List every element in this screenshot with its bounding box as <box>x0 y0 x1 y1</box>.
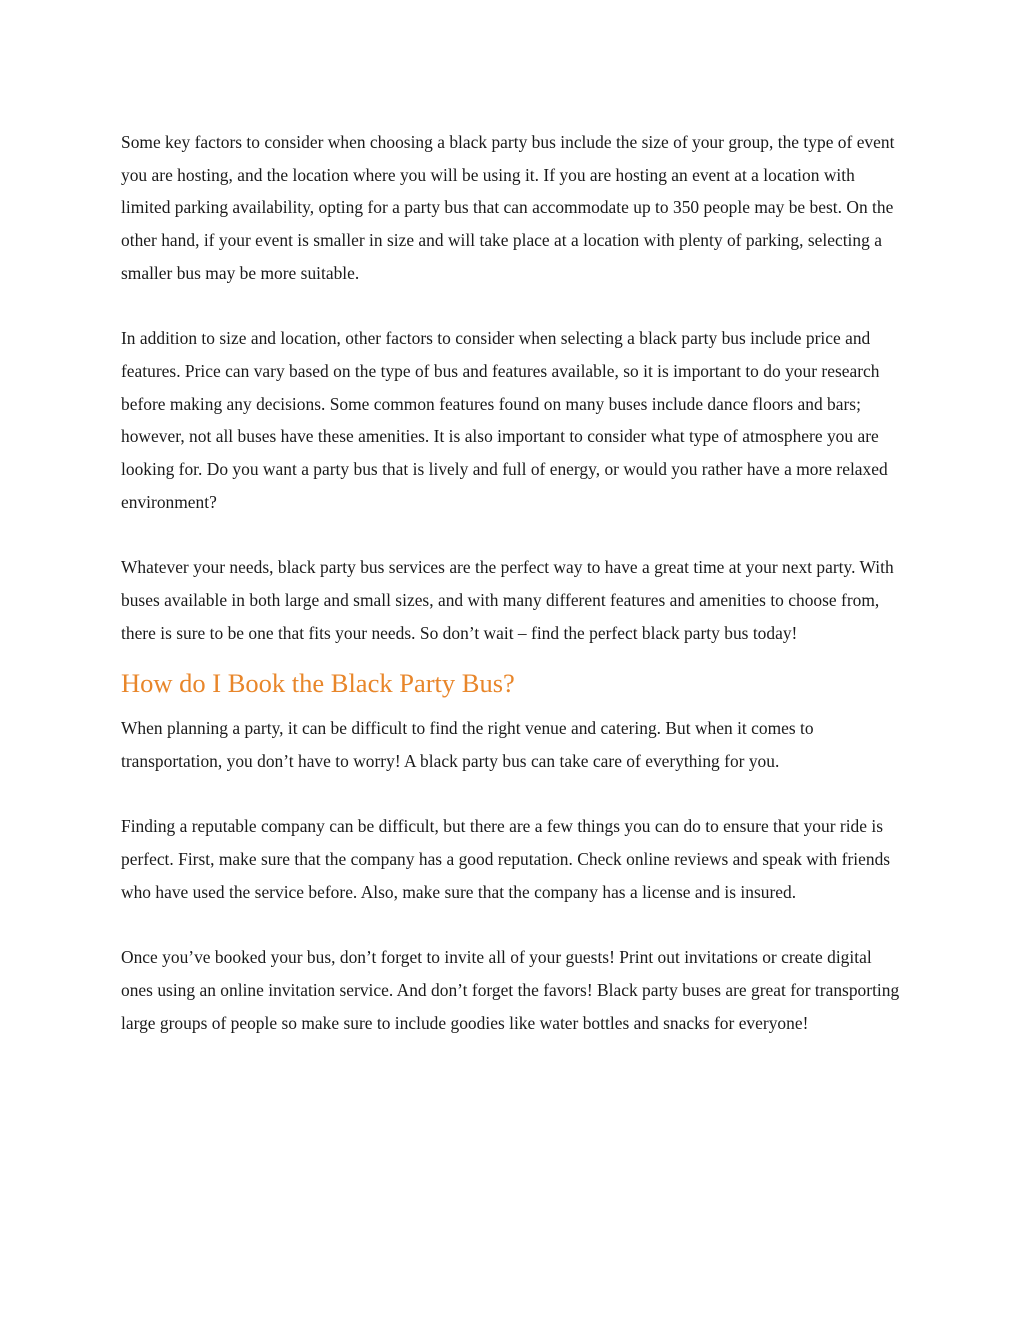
paragraph-whatever-needs: Whatever your needs, black party bus services are the perfect way to have a great time at your next party. With buses available in both large and small sizes, and with many different features and amenities to choose from, there is sure to be one that fits your needs. So don’t wait – find the perfect black party bus today! <box>121 557 894 643</box>
paragraph-gap <box>121 518 904 551</box>
paragraph-reputable-company: Finding a reputable company can be difficult, but there are a few things you can do to ensure that your ride is perfect. First, make sure that the company has a good reputation. Check online reviews and speak with friends who have used the service before. Also, make sure that the company has a license and is insured. <box>121 816 891 902</box>
paragraph-price-features: In addition to size and location, other factors to consider when selecting a black party bus include price and features. Price can vary based on the type of bus and features available, so it is important to do your research before making any decisions. Some common features found on many buses include dance floors and bars; however, not all buses have these amenities. It is also important to consider what type of atmosphere you are looking for. Do you want a party bus that is lively and full of energy, or would you rather have a more relaxed environment? <box>121 328 888 512</box>
section-heading: How do I Book the Black Party Bus? <box>121 668 515 699</box>
paragraph-invite-guests: Once you’ve booked your bus, don’t forget to invite all of your guests! Print out invitations or create digital ones using an online invitation service. And don’t forget the favors! Black party buses are great for transporting large groups of people so make sure to include goodies like water bottles and snacks for everyone! <box>121 947 900 1033</box>
paragraph-planning-party: When planning a party, it can be difficult to find the right venue and catering. But when it comes to transportation, you don’t have to worry! A black party bus can take care of everything for you. <box>121 718 814 771</box>
paragraph-gap <box>121 290 904 323</box>
paragraph-gap <box>121 908 904 941</box>
paragraph-gap <box>121 778 904 811</box>
paragraph-group-size: Some key factors to consider when choosing a black party bus include the size of your group, the type of event you are hosting, and the location where you will be using it. If you are hosting an event at a location with limited parking availability, opting for a party bus that can accommodate up to 350 people may be best. On the other hand, if your event is smaller in size and will take place at a location with plenty of parking, selecting a smaller bus may be more suitable. <box>121 132 895 283</box>
